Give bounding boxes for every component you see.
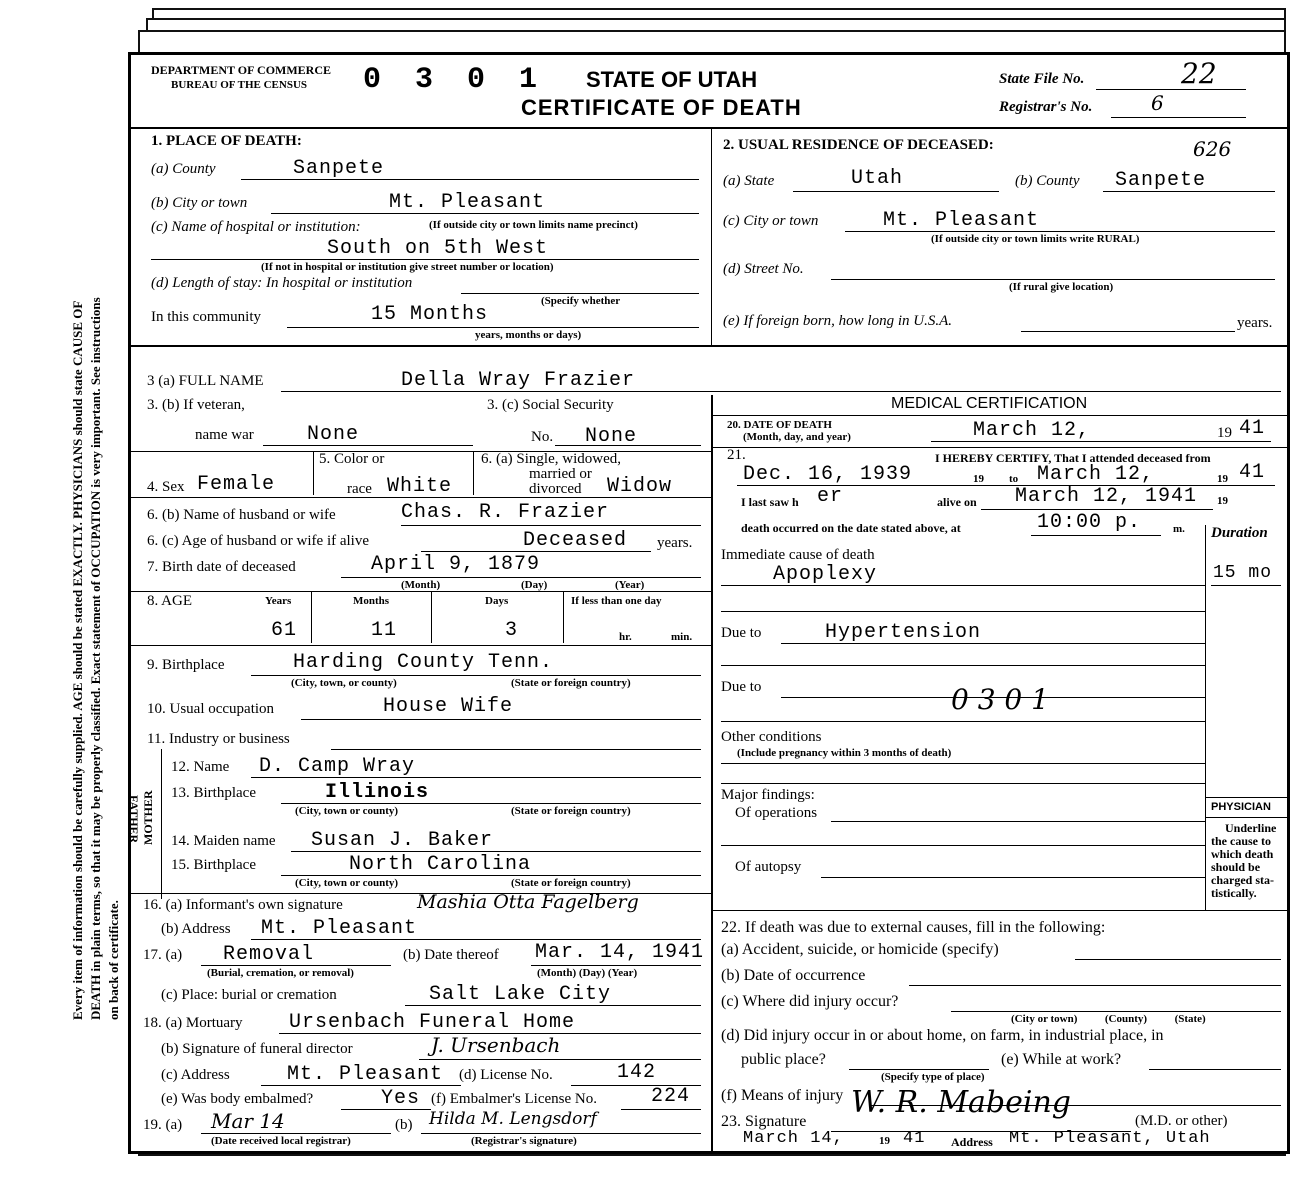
birth-month-sub: (Month) <box>401 579 441 591</box>
age-days-head: Days <box>485 595 509 607</box>
father-sub-city: (City, town or county) <box>295 805 399 817</box>
duration-heading: Duration <box>1211 525 1268 541</box>
instructions-line-1: Every item of information should be carefully supplied. AGE should be stated EXACTLY. PHYSICIANS should state CAUSE OF <box>70 300 85 1020</box>
underline-note-3: which death <box>1211 847 1274 861</box>
birth-day-sub: (Day) <box>521 579 548 591</box>
date-of-death-label: 20. DATE OF DEATH <box>727 419 832 431</box>
residence-corner-number: 626 <box>1193 137 1232 161</box>
death-time-value: 10:00 p. <box>1037 511 1142 534</box>
age-years-head: Years <box>265 595 292 607</box>
occupation-label: 10. Usual occupation <box>147 701 275 717</box>
instructions-line-2: DEATH in plain terms, so that it may be properly classified. Exact statement of OCCUPATION is very important. See instructions <box>88 297 103 1020</box>
occupation-value: House Wife <box>383 695 514 718</box>
attended-from-year-prefix: 19 <box>973 473 984 485</box>
major-findings-label: Major findings: <box>721 787 815 803</box>
informant-address-label: (b) Address <box>161 921 231 937</box>
date-of-death-year: 41 <box>1239 417 1266 440</box>
ssn-value: None <box>585 425 638 448</box>
physician-address-value: Mt. Pleasant, Utah <box>1009 1129 1211 1148</box>
birth-date-value: April 9, 1879 <box>371 553 541 576</box>
state-title: STATE OF UTAH <box>586 67 758 92</box>
physician-sign-year: 41 <box>903 1129 926 1148</box>
specify-note: (Specify whether <box>541 295 621 307</box>
spouse-age-unit: years. <box>657 535 693 551</box>
external-d-label: (d) Did injury occur in or about home, on farm, in industrial place, in <box>721 1027 1164 1044</box>
ssn-no-label: No. <box>531 429 554 445</box>
external-b-label: (b) Date of occurrence <box>721 967 866 984</box>
residence-city-label: (c) City or town <box>723 213 819 229</box>
residence-county-value: Sanpete <box>1115 169 1207 192</box>
hospital-sub: (If not in hospital or institution give street number or location) <box>261 261 554 273</box>
father-name-label: 12. Name <box>171 759 230 775</box>
mortuary-address-label: (c) Address <box>161 1067 230 1083</box>
mother-vertical-label: MOTHER <box>141 790 155 845</box>
informant-address-value: Mt. Pleasant <box>261 917 418 940</box>
while-at-work-label: (e) While at work? <box>1001 1051 1122 1068</box>
age-years-value: 61 <box>271 619 298 642</box>
received-date-value: Mar 14 <box>211 1109 285 1133</box>
underline-note-2: the cause to <box>1211 834 1271 848</box>
embalmed-value: Yes <box>381 1087 421 1110</box>
burial-place-value: Salt Lake City <box>429 983 612 1006</box>
spouse-age-value: Deceased <box>523 529 628 552</box>
date-of-death-value: March 12, <box>973 419 1091 442</box>
other-conditions-label: Other conditions <box>721 729 822 745</box>
attended-to-label: to <box>1009 473 1019 485</box>
informant-signature: Mashia Otta Fagelberg <box>417 891 639 913</box>
spouse-name-value: Chas. R. Frazier <box>401 501 610 524</box>
residence-city-note: (If outside city or town limits write RURAL) <box>931 233 1140 245</box>
community-value: 15 Months <box>371 303 489 326</box>
underline-note-4: should be <box>1211 860 1261 874</box>
birthplace-sub-state: (State or foreign country) <box>511 677 631 689</box>
last-saw-label: I last saw h <box>741 495 799 509</box>
father-birthplace-value: Illinois <box>325 781 430 804</box>
residence-state-label: (a) State <box>723 173 775 189</box>
burial-method-value: Removal <box>223 943 315 966</box>
birthplace-label: 9. Birthplace <box>147 657 225 673</box>
department-label: DEPARTMENT OF COMMERCE <box>151 63 332 77</box>
hospital-note: (If outside city or town limits name precinct) <box>429 219 638 231</box>
death-occurred-label: death occurred on the date stated above, at <box>741 521 961 535</box>
full-name-label: 3 (a) FULL NAME <box>147 373 264 389</box>
death-city-label: (b) City or town <box>151 195 248 211</box>
community-sub: years, months or days) <box>475 329 582 341</box>
local-registrar-sub: (Registrar's signature) <box>471 1135 577 1147</box>
veteran-label: 3. (b) If veteran, <box>147 397 245 413</box>
physician-signature: W. R. Mabeing <box>851 1085 1072 1120</box>
certify-text: I HEREBY CERTIFY, That I attended deceased from <box>935 451 1211 465</box>
embalmer-license-label: (f) Embalmer's License No. <box>431 1091 597 1107</box>
birthplace-value: Harding County Tenn. <box>293 651 554 674</box>
death-county-value: Sanpete <box>293 157 385 180</box>
age-lessday-head: If less than one day <box>571 595 662 607</box>
foreign-years-label: years. <box>1237 315 1273 331</box>
race-label: race <box>347 481 372 497</box>
state-file-value: 22 <box>1181 57 1217 90</box>
certificate-title: CERTIFICATE OF DEATH <box>521 95 802 120</box>
autopsy-label: Of autopsy <box>735 859 802 875</box>
place-of-death-heading: 1. PLACE OF DEATH: <box>151 133 302 149</box>
burial-method-label: 17. (a) <box>143 947 183 963</box>
mortuary-address-value: Mt. Pleasant <box>287 1063 444 1086</box>
residence-state-value: Utah <box>851 167 904 190</box>
residence-street-note: (If rural give location) <box>1009 281 1114 293</box>
instructions-line-3: on back of certificate. <box>106 900 121 1020</box>
maiden-name-label: 14. Maiden name <box>171 833 276 849</box>
mother-birthplace-value: North Carolina <box>349 853 532 876</box>
full-name-value: Della Wray Frazier <box>401 369 636 392</box>
residence-city-value: Mt. Pleasant <box>883 209 1040 232</box>
residence-street-label: (d) Street No. <box>723 261 804 277</box>
death-city-value: Mt. Pleasant <box>389 191 546 214</box>
embalmer-license-value: 224 <box>651 1085 691 1108</box>
birthplace-sub-city: (City, town, or county) <box>291 677 397 689</box>
death-certificate <box>128 52 1290 1154</box>
death-time-m-label: m. <box>1173 523 1185 535</box>
operations-label: Of operations <box>735 805 818 821</box>
burial-method-sub: (Burial, cremation, or removal) <box>207 967 354 979</box>
stamp-number: 0 3 0 1 <box>363 63 546 97</box>
instructions-sidebar <box>4 60 122 1120</box>
age-label: 8. AGE <box>147 593 192 609</box>
attended-to-value: March 12, <box>1037 463 1155 486</box>
residence-heading: 2. USUAL RESIDENCE OF DECEASED: <box>723 137 994 153</box>
physician-sign-year-prefix: 19 <box>879 1135 890 1147</box>
physician-label: PHYSICIAN <box>1211 801 1271 813</box>
physician-signature-label: 23. Signature <box>721 1113 807 1130</box>
due-to-2-label: Due to <box>721 679 762 695</box>
age-months-head: Months <box>353 595 390 607</box>
sex-value: Female <box>197 473 276 496</box>
residence-county-label: (b) County <box>1015 173 1080 189</box>
spouse-age-label: 6. (c) Age of husband or wife if alive <box>147 533 370 549</box>
burial-date-label: (b) Date thereof <box>403 947 499 963</box>
stay-label: (d) Length of stay: In hospital or institution <box>151 275 413 291</box>
age-days-value: 3 <box>505 619 519 642</box>
race-value: White <box>387 475 453 498</box>
funeral-director-label: (b) Signature of funeral director <box>161 1041 353 1057</box>
immediate-cause-label: Immediate cause of death <box>721 547 875 563</box>
local-registrar-signature: Hilda M. Lengsdorf <box>429 1109 597 1129</box>
license-label: (d) License No. <box>459 1067 553 1083</box>
hospital-value: South on 5th West <box>327 237 549 260</box>
state-file-label: State File No. <box>999 71 1085 87</box>
father-name-value: D. Camp Wray <box>259 755 416 778</box>
underline-note-5: charged sta- <box>1211 873 1274 887</box>
license-value: 142 <box>617 1061 657 1084</box>
md-or-other-label: (M.D. or other) <box>1135 1113 1228 1129</box>
last-saw-value: er <box>817 485 844 508</box>
immediate-cause-duration: 15 mo <box>1213 563 1273 583</box>
received-date-sub: (Date received local registrar) <box>211 1135 351 1147</box>
alive-year-prefix: 19 <box>1217 495 1228 507</box>
mortuary-value: Ursenbach Funeral Home <box>289 1011 576 1034</box>
color-label: 5. Color or <box>319 451 385 467</box>
underline-note-6: tistically. <box>1211 886 1257 900</box>
age-min-label: min. <box>671 631 693 643</box>
mother-sub-city: (City, town or county) <box>295 877 399 889</box>
local-registrar-label: (b) <box>395 1117 413 1133</box>
industry-label: 11. Industry or business <box>147 731 290 747</box>
birth-date-label: 7. Birth date of deceased <box>147 559 296 575</box>
attended-to-year-prefix: 19 <box>1217 473 1228 485</box>
death-county-label: (a) County <box>151 161 216 177</box>
registrar-no-label: Registrar's No. <box>999 99 1093 115</box>
burial-date-value: Mar. 14, 1941 <box>535 941 705 964</box>
bureau-label: BUREAU OF THE CENSUS <box>171 79 308 91</box>
age-months-value: 11 <box>371 619 398 642</box>
date-of-death-year-prefix: 19 <box>1217 425 1232 441</box>
father-vertical-label: FATHER <box>127 795 141 844</box>
external-c-label: (c) Where did injury occur? <box>721 993 899 1010</box>
birth-year-sub: (Year) <box>615 579 645 591</box>
external-c-sub: (City or town) (County) (State) <box>1011 1013 1206 1025</box>
war-value: None <box>307 423 360 446</box>
spouse-name-label: 6. (b) Name of husband or wife <box>147 507 336 523</box>
community-label: In this community <box>151 309 261 325</box>
age-hr-label: hr. <box>619 631 632 643</box>
ssn-label: 3. (c) Social Security <box>487 397 614 413</box>
underline-note-1: Underline <box>1225 821 1277 835</box>
funeral-director-signature: J. Ursenbach <box>431 1033 561 1057</box>
medical-heading: MEDICAL CERTIFICATION <box>891 395 1088 412</box>
informant-sig-label: 16. (a) Informant's own signature <box>143 897 343 913</box>
external-a-label: (a) Accident, suicide, or homicide (specify) <box>721 941 999 958</box>
immediate-cause-value: Apoplexy <box>773 563 878 586</box>
embalmed-label: (e) Was body embalmed? <box>161 1091 314 1107</box>
external-causes-heading: 22. If death was due to external causes, fill in the following: <box>721 919 1106 936</box>
alive-on-label: alive on <box>937 495 977 509</box>
father-sub-state: (State or foreign country) <box>511 805 631 817</box>
medical-stamp-mark: 0 3 0 1 <box>951 683 1049 716</box>
marital-label-1: 6. (a) Single, widowed, <box>481 451 621 467</box>
attended-to-year: 41 <box>1239 461 1266 484</box>
foreign-born-label: (e) If foreign born, how long in U.S.A. <box>723 313 953 329</box>
attended-from-value: Dec. 16, 1939 <box>743 463 913 486</box>
alive-on-value: March 12, 1941 <box>1015 485 1198 508</box>
due-to-1-value: Hypertension <box>825 621 982 644</box>
maiden-name-value: Susan J. Baker <box>311 829 494 852</box>
due-to-1-label: Due to <box>721 625 762 641</box>
father-birthplace-label: 13. Birthplace <box>171 785 256 801</box>
marital-value: Widow <box>607 475 673 498</box>
certify-number: 21. <box>727 447 746 463</box>
public-place-sub: (Specify type of place) <box>881 1071 985 1083</box>
marital-label-3: divorced <box>529 481 582 497</box>
registrar-no-value: 6 <box>1151 91 1164 115</box>
marital-label-2: married or <box>529 466 592 482</box>
physician-address-label: Address <box>951 1135 993 1149</box>
received-date-label: 19. (a) <box>143 1117 183 1133</box>
means-of-injury-label: (f) Means of injury <box>721 1087 844 1104</box>
sex-label: 4. Sex <box>147 479 185 495</box>
mother-birthplace-label: 15. Birthplace <box>171 857 256 873</box>
burial-date-sub: (Month) (Day) (Year) <box>537 967 638 979</box>
mother-sub-state: (State or foreign country) <box>511 877 631 889</box>
burial-place-label: (c) Place: burial or cremation <box>161 987 337 1003</box>
public-place-label: public place? <box>741 1051 826 1068</box>
war-label: name war <box>195 427 254 443</box>
physician-sign-date: March 14, <box>743 1129 844 1148</box>
date-of-death-sub: (Month, day, and year) <box>743 431 851 443</box>
other-conditions-sub: (Include pregnancy within 3 months of death) <box>737 747 952 759</box>
mortuary-label: 18. (a) Mortuary <box>143 1015 243 1031</box>
hospital-label: (c) Name of hospital or institution: <box>151 219 361 235</box>
